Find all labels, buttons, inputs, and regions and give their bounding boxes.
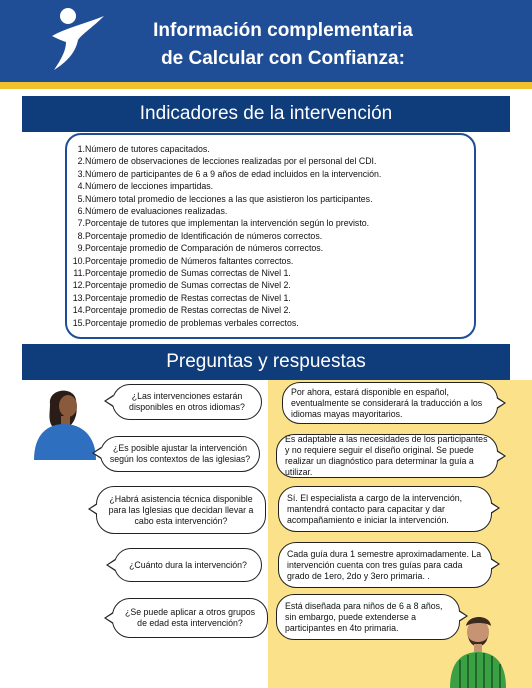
bubble-tail xyxy=(497,397,506,409)
answer-text: Es adaptable a las necesidades de los participantes y no requiere seguir el diseño original. Se puede realizar un diagnóstico para determinar la guía a utilizar. xyxy=(285,434,488,477)
answer-bubble-5 xyxy=(276,594,460,640)
question-text: ¿Es posible ajustar la intervención según los contextos de las iglesias? xyxy=(109,443,251,464)
bubble-tail xyxy=(92,447,101,459)
question-bubble-1 xyxy=(112,384,262,420)
indicator-item: 6.Número de evaluaciones realizadas. xyxy=(77,206,228,217)
question-bubble-5 xyxy=(112,598,268,638)
question-bubble-3 xyxy=(96,486,266,534)
header-banner xyxy=(0,0,532,82)
bubble-tail xyxy=(497,450,506,462)
answer-text: Cada guía dura 1 semestre aproximadamente. La intervención cuenta con tres guías para cada grado de 1ero, 2do y 3ero primaria. . xyxy=(287,548,482,581)
indicator-item: 14.Porcentaje promedio de Restas correctas de Nivel 2. xyxy=(72,305,291,316)
indicators-heading: Indicadores de la intervención xyxy=(22,96,510,132)
indicator-item: 4.Número de lecciones impartidas. xyxy=(77,181,214,192)
answer-text: Por ahora, estará disponible en español, eventualmente se considerará la traducción a los idiomas mayas mayoritarios. xyxy=(291,386,483,419)
answer-text: Está diseñada para niños de 6 a 8 años, sin embargo, puede extenderse a participantes en 4to primaria. xyxy=(285,600,443,633)
answer-text: Sí. El especialista a cargo de la intervención, mantendrá contacto para capacitar y dar acompañamiento e iniciar la intervención. xyxy=(287,492,463,525)
bubble-tail xyxy=(491,502,500,514)
indicator-item: 9.Porcentaje promedio de Comparación de números correctos. xyxy=(77,243,324,254)
indicator-item: 13.Porcentaje promedio de Restas correctas de Nivel 1. xyxy=(72,292,291,303)
indicator-item: 8.Porcentaje promedio de Identificación de números correctos. xyxy=(77,230,323,241)
bubble-tail xyxy=(491,558,500,570)
bubble-tail xyxy=(104,395,113,407)
woman-avatar-icon xyxy=(30,382,100,460)
indicator-item: 7.Porcentaje de tutores que implementan la intervención según lo previsto. xyxy=(77,218,370,229)
running-figure-logo xyxy=(48,6,106,72)
answer-bubble-4 xyxy=(278,542,492,588)
question-bubble-2 xyxy=(100,436,260,472)
indicator-item: 1.Número de tutores capacitados. xyxy=(77,144,210,154)
indicator-item: 11.Porcentaje promedio de Sumas correctas de Nivel 1. xyxy=(73,268,291,279)
header-yellow-stripe xyxy=(0,82,532,89)
indicator-item: 2.Número de observaciones de lecciones realizadas por el personal del CDI. xyxy=(77,156,377,167)
indicator-item: 12.Porcentaje promedio de Sumas correctas de Nivel 2. xyxy=(72,280,291,291)
question-text: ¿Las intervenciones estarán disponibles en otros idiomas? xyxy=(129,391,245,412)
indicator-item: 3.Número de participantes de 6 a 9 años de edad incluidos en la intervención. xyxy=(77,168,382,179)
bubble-tail xyxy=(106,559,115,571)
indicator-item: 10.Porcentaje promedio de Números faltantes correctos. xyxy=(72,255,294,266)
answer-bubble-3 xyxy=(278,486,492,532)
answer-bubble-2 xyxy=(276,434,498,478)
bubble-tail xyxy=(104,612,113,624)
answer-bubble-1 xyxy=(282,382,498,424)
question-text: ¿Cuánto dura la intervención? xyxy=(129,559,247,570)
indicator-item: 15.Porcentaje promedio de problemas verbales correctos. xyxy=(72,317,299,328)
question-bubble-4 xyxy=(114,548,262,582)
question-text: ¿Habrá asistencia técnica disponible para las Iglesias que decidan llevar a cabo esta intervención? xyxy=(108,493,254,526)
page-title xyxy=(118,17,448,73)
indicator-item: 5.Número total promedio de lecciones a las que asistieron los participantes. xyxy=(77,193,373,204)
question-text: ¿Se puede aplicar a otros grupos de edad esta intervención? xyxy=(124,607,256,628)
indicators-list xyxy=(70,143,470,329)
title-line-2: de Calcular con Confianza: xyxy=(161,48,405,69)
faq-heading: Preguntas y respuestas xyxy=(22,344,510,380)
bubble-tail xyxy=(88,503,97,515)
title-line-1: Información complementaria xyxy=(153,20,413,41)
bubble-tail xyxy=(459,610,468,622)
